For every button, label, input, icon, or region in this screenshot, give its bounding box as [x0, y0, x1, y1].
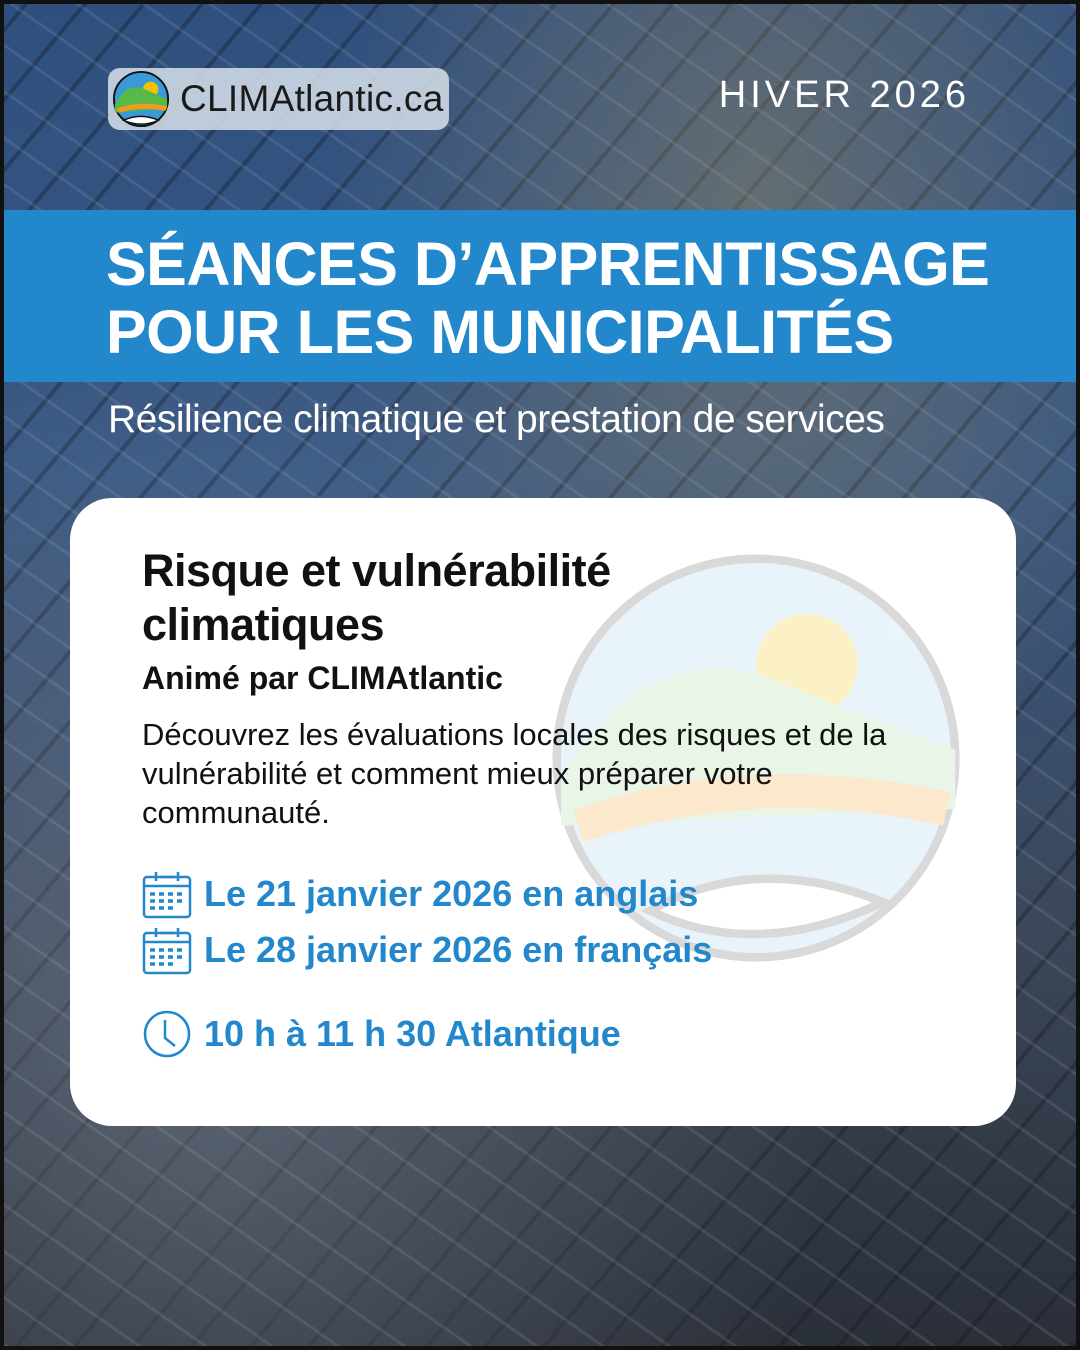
session-card: [70, 498, 1016, 1126]
brand-logo: [108, 68, 449, 130]
season-label: HIVER 2026: [718, 74, 970, 116]
banner-line-2: POUR LES MUNICIPALITÉS: [106, 298, 894, 366]
calendar-icon: [142, 925, 192, 975]
clock-icon: [142, 1009, 192, 1059]
date-text: Le 21 janvier 2026 en anglais: [204, 873, 699, 914]
calendar-icon: [142, 869, 192, 919]
session-description: Découvrez les évaluations locales des risques et de la vulnérabilité et comment mieux préparer votre communauté.: [142, 717, 887, 830]
time-text: 10 h à 11 h 30 Atlantique: [204, 1013, 621, 1054]
date-text: Le 28 janvier 2026 en français: [204, 929, 713, 970]
climatlantic-logo-icon: [112, 70, 170, 128]
session-time: [142, 1006, 942, 1062]
date-french: [142, 922, 942, 978]
logo-text: CLIMAtlantic.ca: [180, 78, 444, 119]
title-banner: [4, 210, 1076, 382]
date-english: [142, 866, 942, 922]
session-title: Risque et vulnérabilité climatiques: [142, 545, 611, 650]
banner-line-1: SÉANCES D’APPRENTISSAGE: [106, 230, 990, 298]
subtitle: Résilience climatique et prestation de services: [108, 398, 885, 441]
session-host: Animé par CLIMAtlantic: [142, 660, 503, 696]
